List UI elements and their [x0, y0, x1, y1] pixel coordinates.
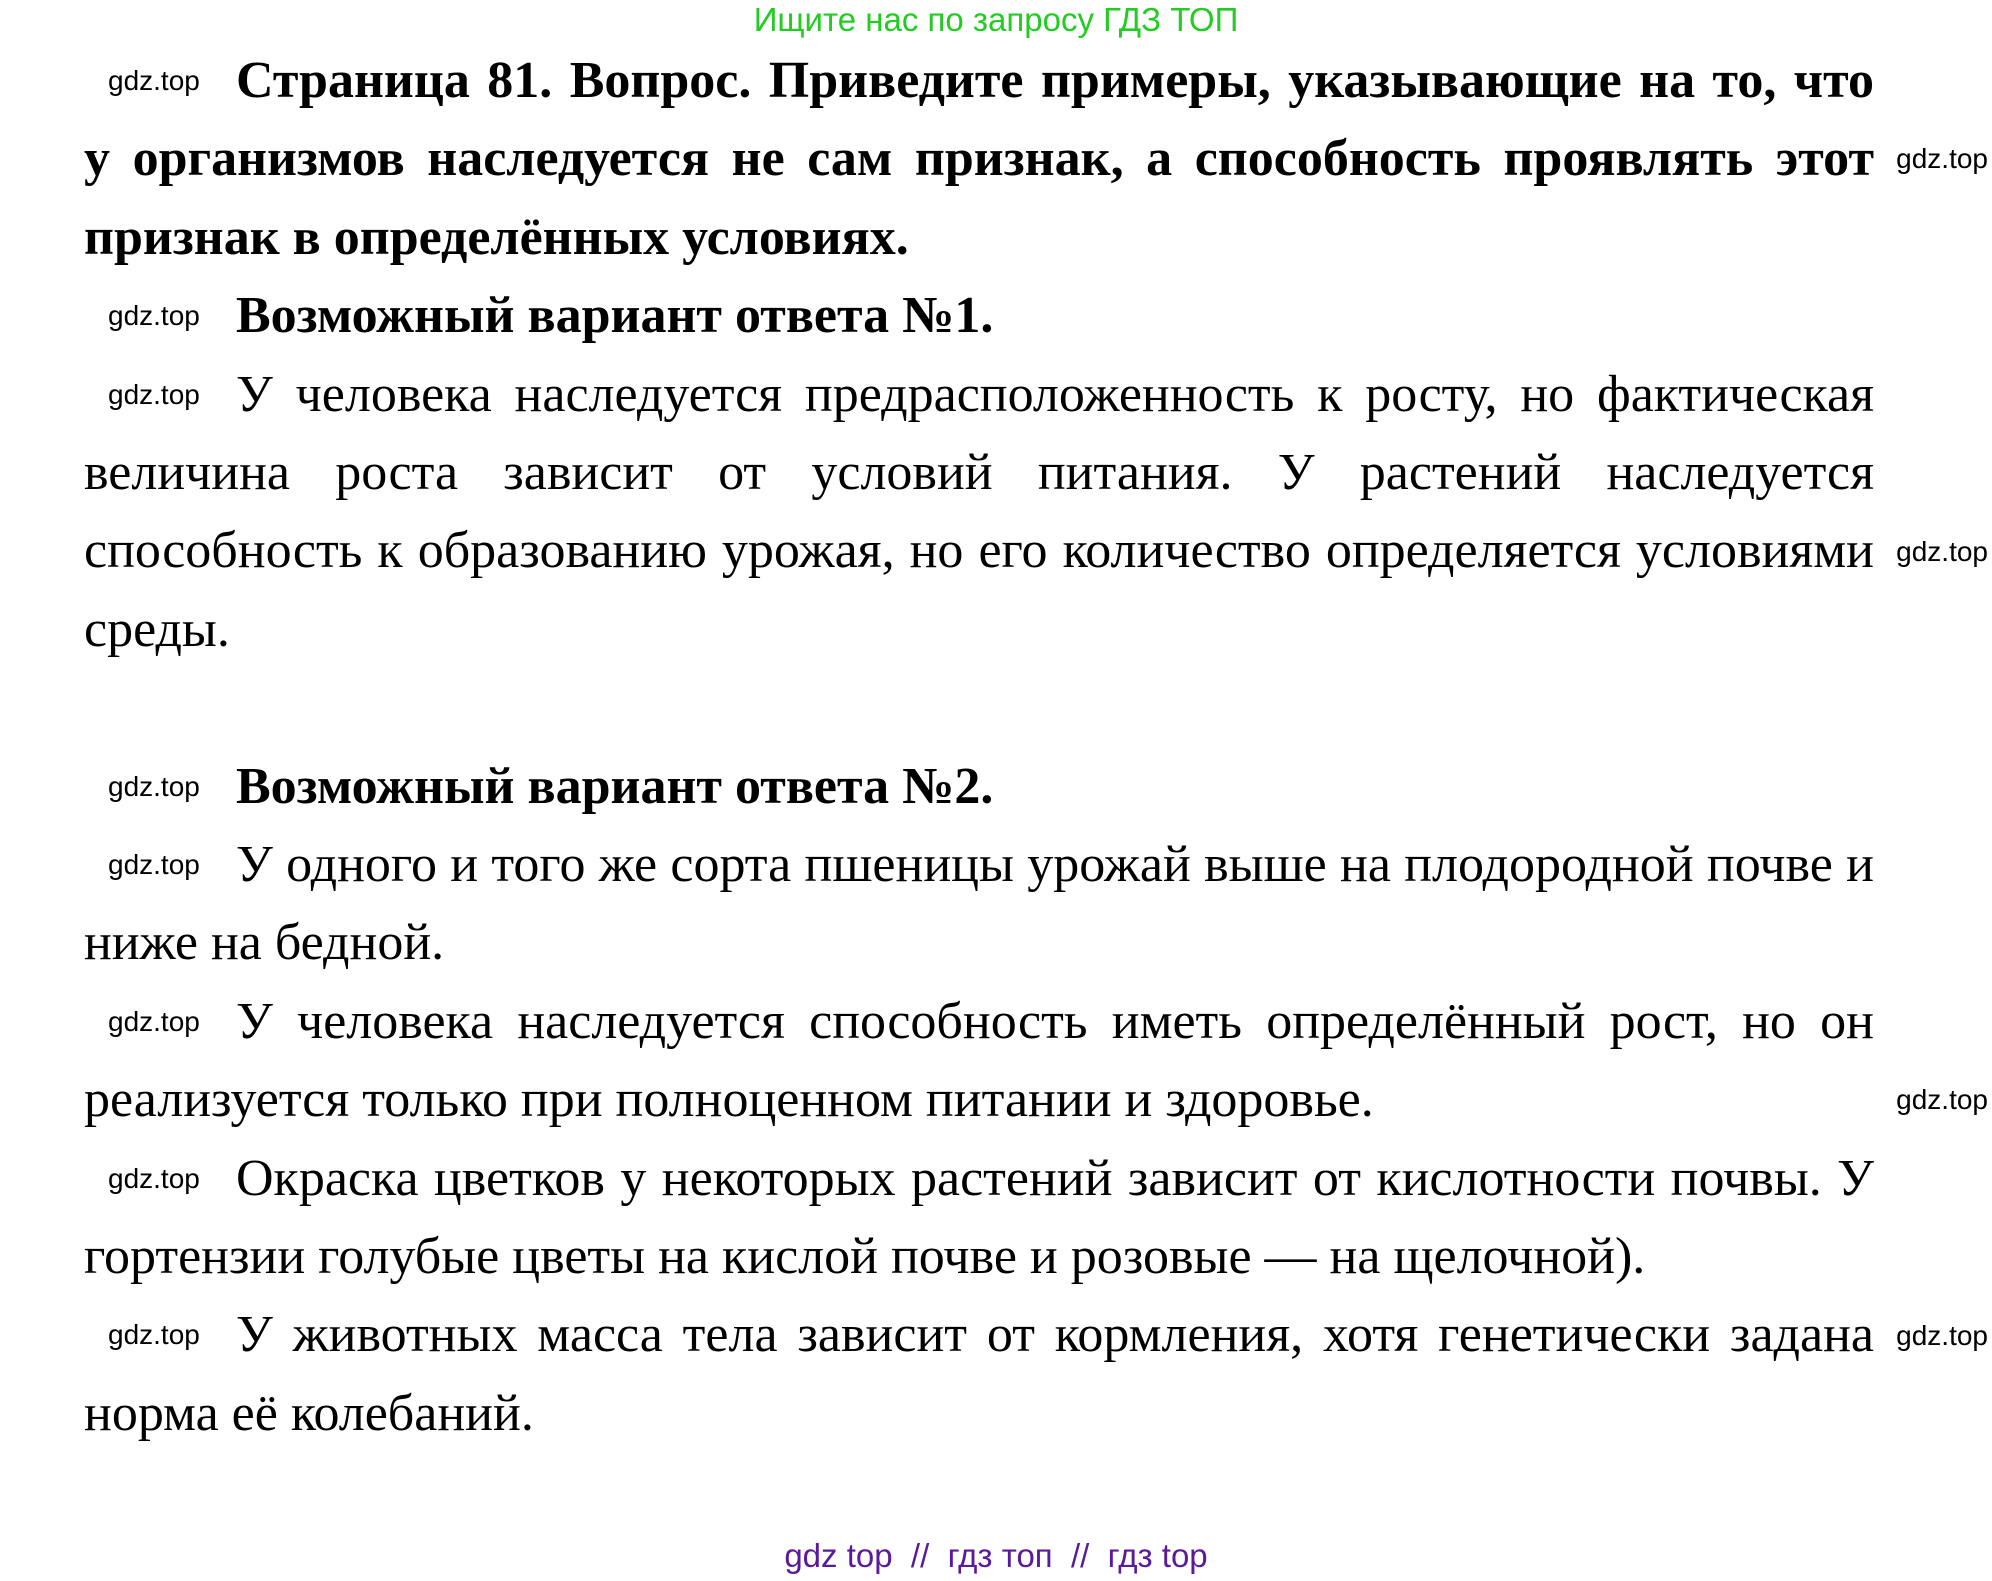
search-banner: Ищите нас по запросу ГДЗ ТОП — [753, 1, 1239, 38]
watermark: gdz.top — [108, 1005, 200, 1037]
answer2-paragraph-block — [84, 983, 1988, 1140]
document-body — [84, 42, 1988, 1453]
answer2-heading-block — [84, 748, 1874, 826]
answer1-heading: Возможный вариант ответа №1. — [236, 287, 994, 345]
watermark: gdz.top — [1896, 1083, 1988, 1115]
watermark: gdz.top — [108, 770, 200, 802]
watermark: gdz.top — [1896, 143, 1988, 174]
answer1-paragraph-block — [84, 356, 1988, 670]
spacer — [84, 669, 1874, 747]
footer-links: gdz top // гдз топ // гдз top — [784, 1537, 1208, 1574]
watermark: gdz.top — [108, 65, 200, 96]
question-paragraph — [84, 42, 1988, 277]
answer2-paragraph: У человека наследуется способность иметь определённый рост, но он реализуется только при полноценном питании и здоровье. — [84, 992, 1874, 1129]
answer2-paragraph-block — [84, 826, 1874, 983]
answer2-heading: Возможный вариант ответа №2. — [236, 757, 994, 815]
watermark: gdz.top — [108, 300, 200, 332]
watermark: gdz.top — [1896, 535, 1988, 567]
answer2-paragraph-block — [84, 1140, 1988, 1351]
watermark: gdz.top — [108, 378, 200, 410]
watermark: gdz.top — [108, 849, 200, 881]
answer1-paragraph: У человека наследуется предрасположенность к росту, но фактическая величина роста зависит от условий питания. У растений наследуется способность к образованию урожая, но его количество определяется условиями среды. — [84, 365, 1874, 658]
answer1-heading-block — [84, 277, 1874, 355]
watermark: gdz.top — [108, 1319, 200, 1351]
watermark: gdz.top — [1896, 1319, 1988, 1351]
watermark: gdz.top — [108, 1162, 200, 1194]
answer2-paragraph-block — [84, 1296, 1874, 1453]
question-text: Страница 81. Вопрос. Приведите примеры, указывающие на то, что у организмов наследуется не сам признак, а способность проявлять этот признак в определённых условиях. — [84, 52, 1874, 266]
answer2-paragraph: У животных масса тела зависит от кормления, хотя генетически задана норма её колебаний. — [84, 1306, 1874, 1442]
answer2-paragraph: Окраска цветков у некоторых растений зависит от кислотности почвы. У гортензии голубые цветы на кислой почве и розовые — на щелочной). — [84, 1149, 1874, 1286]
answer2-paragraph: У одного и того же сорта пшеницы урожай выше на плодородной почве и ниже на бедной. — [84, 836, 1874, 972]
